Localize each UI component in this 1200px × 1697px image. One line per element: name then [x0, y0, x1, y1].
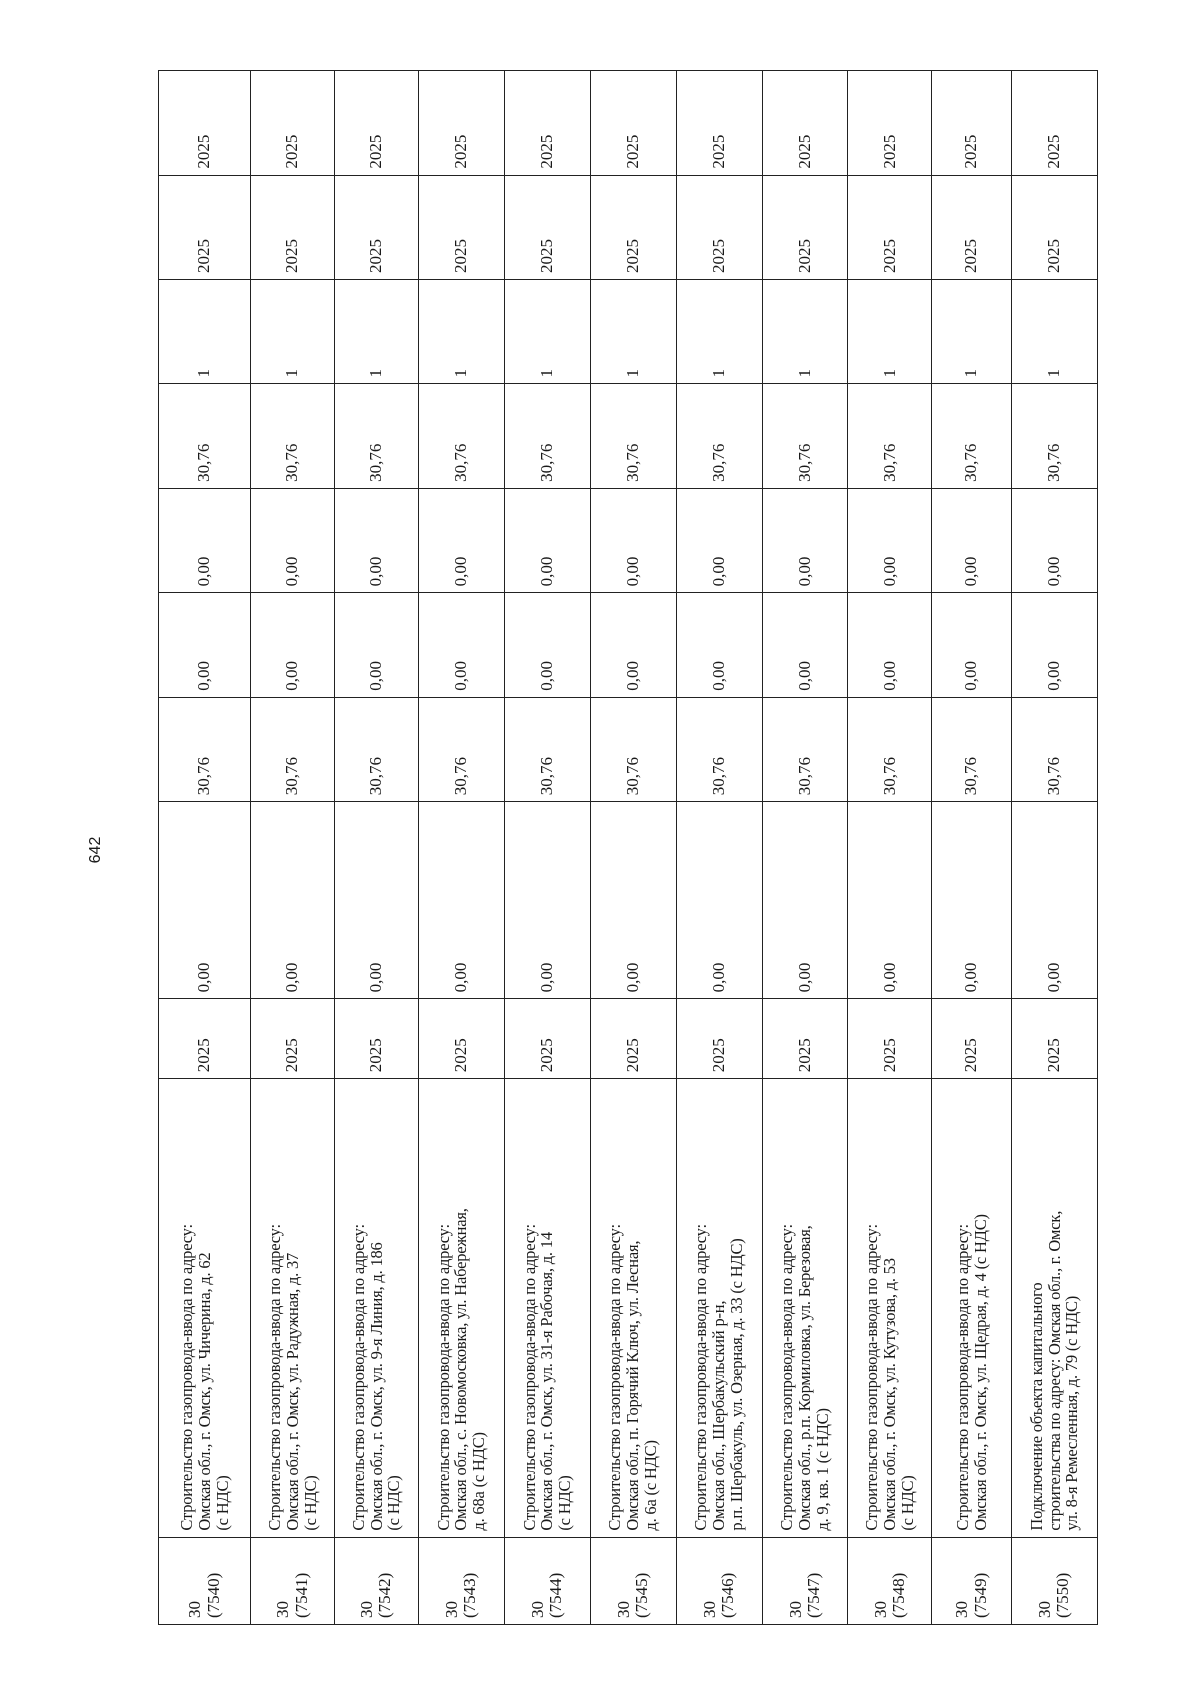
- description-line: Омская обл., г. Омск, ул. Кутузова, д. 53: [879, 1258, 899, 1531]
- cell-value-4-text: 0,00: [1044, 556, 1064, 587]
- cell-value-1-text: 0,00: [537, 962, 557, 993]
- cell-description: [251, 1079, 335, 1537]
- cell-year-start: [251, 999, 335, 1079]
- row-id: (7548): [888, 1572, 908, 1618]
- cell-year-a-text: 2025: [282, 239, 302, 273]
- cell-value-5: [848, 384, 932, 488]
- cell-quantity-text: 1: [451, 368, 471, 378]
- cell-value-5-text: 30,76: [794, 443, 814, 482]
- cell-value-5-text: 30,76: [961, 443, 981, 482]
- description-line: Омская обл., г. Омск, ул. 31-я Рабочая, д. 14: [537, 1232, 557, 1531]
- description-line: (с НДС): [300, 1475, 320, 1531]
- cell-quantity-text: 1: [879, 368, 899, 378]
- cell-value-5-text: 30,76: [282, 443, 302, 482]
- cell-value-5: [932, 384, 1012, 488]
- cell-description: [676, 1079, 762, 1537]
- row-id: (7547): [804, 1572, 824, 1618]
- cell-year-a: [335, 175, 419, 279]
- cell-description: [159, 1079, 251, 1537]
- description-line: Строительство газопровода-ввода по адресу:: [605, 1224, 625, 1531]
- cell-value-1: [762, 802, 848, 999]
- cell-year-b: [1011, 71, 1097, 176]
- cell-value-2-text: 30,76: [282, 756, 302, 796]
- cell-value-3-text: 0,00: [194, 661, 214, 691]
- cell-value-3-text: 0,00: [366, 661, 386, 691]
- cell-value-4: [1011, 488, 1097, 592]
- row-code: 30: [1035, 1601, 1055, 1618]
- cell-quantity: [418, 280, 504, 384]
- cell-value-2-text: 30,76: [537, 756, 557, 796]
- cell-value-4: [159, 488, 251, 592]
- cell-quantity-text: 1: [194, 368, 214, 378]
- cell-year-start: [762, 999, 848, 1079]
- description-line: (с НДС): [897, 1475, 917, 1531]
- cell-year-a-text: 2025: [537, 239, 557, 273]
- cell-quantity: [504, 280, 590, 384]
- cell-value-4-text: 0,00: [623, 556, 642, 587]
- cell-value-1: [335, 802, 419, 999]
- description-line: Строительство газопровода-ввода по адресу:: [348, 1224, 368, 1531]
- cell-year-b: [335, 71, 419, 176]
- cell-value-2: [590, 697, 676, 801]
- cell-year-a: [251, 175, 335, 279]
- cell-year-a-text: 2025: [961, 239, 981, 273]
- cell-year-start-text: 2025: [879, 1038, 899, 1073]
- cell-quantity-text: 1: [961, 368, 981, 378]
- cell-value-4-text: 0,00: [366, 556, 386, 587]
- cell-value-1-text: 0,00: [961, 962, 981, 993]
- cell-value-4: [848, 488, 932, 592]
- table-body: [159, 71, 1098, 1625]
- cell-year-a-text: 2025: [366, 239, 386, 273]
- cell-value-1: [590, 802, 676, 999]
- description-line: Строительство газопровода-ввода по адресу:: [433, 1224, 453, 1531]
- description-line: Омская обл., г. Омск, ул. 9-я Линия, д. 186: [366, 1242, 386, 1531]
- cell-value-3-text: 0,00: [879, 661, 899, 691]
- cell-description: [335, 1079, 419, 1537]
- description-line: Строительство газопровода-ввода по адресу:: [176, 1224, 196, 1531]
- row-id: (7546): [718, 1572, 738, 1618]
- cell-value-1-text: 0,00: [1044, 962, 1064, 993]
- cell-quantity: [676, 280, 762, 384]
- cell-year-start: [848, 999, 932, 1079]
- table-row: [590, 71, 676, 1625]
- cell-year-start-text: 2025: [537, 1038, 557, 1073]
- cell-quantity: [1011, 280, 1097, 384]
- cell-value-3-text: 0,00: [282, 661, 302, 691]
- table-row: [848, 71, 932, 1625]
- cell-value-1-text: 0,00: [879, 962, 899, 993]
- cell-code: [504, 1537, 590, 1624]
- cell-value-4-text: 0,00: [879, 556, 899, 587]
- cell-value-5-text: 30,76: [194, 443, 214, 482]
- cell-value-3: [504, 593, 590, 697]
- cell-value-5-text: 30,76: [623, 443, 642, 482]
- cell-year-b-text: 2025: [1044, 134, 1064, 169]
- cell-quantity: [251, 280, 335, 384]
- row-code: 30: [527, 1601, 547, 1618]
- description-line: Омская обл., р.п. Кормиловка, ул. Березовая,: [795, 1225, 815, 1531]
- cell-value-3: [676, 593, 762, 697]
- description-line: Строительство газопровода-ввода по адресу:: [264, 1224, 284, 1531]
- cell-value-2: [676, 697, 762, 801]
- cell-year-start: [1011, 999, 1097, 1079]
- cell-value-3: [159, 593, 251, 697]
- row-id: (7545): [632, 1572, 652, 1618]
- cell-value-2: [932, 697, 1012, 801]
- row-id: (7550): [1053, 1572, 1073, 1618]
- row-id: (7541): [291, 1572, 311, 1618]
- cell-value-2-text: 30,76: [451, 756, 471, 796]
- description-line: Омская обл., п. Горячий Ключ, ул. Лесная,: [623, 1240, 643, 1531]
- cell-year-start: [418, 999, 504, 1079]
- cell-value-1-text: 0,00: [194, 962, 214, 993]
- cell-year-a-text: 2025: [879, 239, 899, 273]
- description-line: (с НДС): [212, 1475, 232, 1531]
- cell-year-a-text: 2025: [708, 239, 728, 273]
- cell-value-2-text: 30,76: [623, 756, 642, 796]
- cell-value-4-text: 0,00: [961, 556, 981, 587]
- cell-quantity: [159, 280, 251, 384]
- row-id: (7540): [203, 1572, 223, 1618]
- cell-value-4: [676, 488, 762, 592]
- cell-quantity-text: 1: [537, 368, 557, 378]
- cell-value-4: [932, 488, 1012, 592]
- cell-value-5: [1011, 384, 1097, 488]
- row-code: 30: [441, 1601, 461, 1618]
- cell-value-2: [504, 697, 590, 801]
- table-row: [418, 71, 504, 1625]
- cell-value-4: [590, 488, 676, 592]
- cell-code: [676, 1537, 762, 1624]
- cell-value-5: [335, 384, 419, 488]
- cell-year-b-text: 2025: [366, 134, 386, 169]
- cell-value-5-text: 30,76: [879, 443, 899, 482]
- cell-value-2: [848, 697, 932, 801]
- cell-year-b: [676, 71, 762, 176]
- cell-year-a: [159, 175, 251, 279]
- cell-year-start-text: 2025: [1044, 1038, 1064, 1073]
- cell-value-1: [418, 802, 504, 999]
- cell-value-4-text: 0,00: [451, 556, 471, 587]
- cell-value-3-text: 0,00: [794, 661, 814, 691]
- cell-value-4: [251, 488, 335, 592]
- cell-value-4-text: 0,00: [194, 556, 214, 587]
- cell-value-4-text: 0,00: [794, 556, 814, 587]
- cell-year-b: [932, 71, 1012, 176]
- cell-quantity: [762, 280, 848, 384]
- cell-year-start-text: 2025: [708, 1038, 728, 1073]
- cell-description: [932, 1079, 1012, 1537]
- row-code: 30: [357, 1601, 377, 1618]
- cell-value-1-text: 0,00: [623, 962, 642, 993]
- cell-value-2: [1011, 697, 1097, 801]
- description-line: д. 68а (с НДС): [469, 1432, 489, 1531]
- cell-value-1-text: 0,00: [366, 962, 386, 993]
- cell-year-b: [251, 71, 335, 176]
- cell-value-5-text: 30,76: [1044, 443, 1064, 482]
- cell-code: [418, 1537, 504, 1624]
- cell-description: [418, 1079, 504, 1537]
- cell-year-a: [590, 175, 676, 279]
- cell-year-start-text: 2025: [451, 1038, 471, 1073]
- description-line: Омская обл., Шербакульский р-н,: [709, 1300, 729, 1531]
- cell-value-5: [676, 384, 762, 488]
- cell-year-b-text: 2025: [961, 134, 981, 169]
- row-code: 30: [699, 1601, 719, 1618]
- cell-value-4: [504, 488, 590, 592]
- cell-value-2: [251, 697, 335, 801]
- cell-quantity-text: 1: [366, 368, 386, 378]
- cell-year-b-text: 2025: [794, 134, 814, 169]
- cell-year-b: [159, 71, 251, 176]
- cell-year-b-text: 2025: [537, 134, 557, 169]
- row-code: 30: [785, 1601, 805, 1618]
- cell-year-start: [590, 999, 676, 1079]
- cell-value-2: [159, 697, 251, 801]
- description-line: Строительство газопровода-ввода по адресу:: [862, 1224, 882, 1531]
- description-line: Строительство газопровода-ввода по адресу:: [519, 1224, 539, 1531]
- cell-description: [590, 1079, 676, 1537]
- cell-value-2: [762, 697, 848, 801]
- cell-quantity: [848, 280, 932, 384]
- cell-year-b: [590, 71, 676, 176]
- cell-year-start-text: 2025: [961, 1038, 981, 1073]
- description-line: Омская обл., г. Омск, ул. Щедрая, д. 4 (с НДС): [970, 1214, 990, 1531]
- cell-year-a-text: 2025: [1044, 239, 1064, 273]
- cell-value-5: [590, 384, 676, 488]
- cell-code: [159, 1537, 251, 1624]
- cell-year-start: [335, 999, 419, 1079]
- cell-year-b-text: 2025: [282, 134, 302, 169]
- cell-value-3-text: 0,00: [1044, 661, 1064, 691]
- cell-quantity-text: 1: [794, 368, 814, 378]
- table-row: [159, 71, 251, 1625]
- cell-value-2-text: 30,76: [961, 756, 981, 796]
- cell-value-5: [251, 384, 335, 488]
- description-line: Омская обл., г. Омск, ул. Чичерина, д. 62: [194, 1252, 214, 1531]
- cell-year-b: [504, 71, 590, 176]
- cell-value-1: [1011, 802, 1097, 999]
- description-line: (с НДС): [555, 1475, 575, 1531]
- cell-year-a-text: 2025: [794, 239, 814, 273]
- row-code: 30: [870, 1601, 890, 1618]
- cell-value-3-text: 0,00: [708, 661, 728, 691]
- cell-value-3: [848, 593, 932, 697]
- cell-year-a: [848, 175, 932, 279]
- row-id: (7549): [970, 1572, 990, 1618]
- cell-quantity-text: 1: [282, 368, 302, 378]
- cell-value-5: [418, 384, 504, 488]
- table-row: [676, 71, 762, 1625]
- cell-value-3: [1011, 593, 1097, 697]
- cell-value-3: [251, 593, 335, 697]
- cell-year-b-text: 2025: [623, 134, 642, 169]
- cell-year-b: [762, 71, 848, 176]
- cell-code: [1011, 1537, 1097, 1624]
- cell-value-3: [762, 593, 848, 697]
- cell-code: [335, 1537, 419, 1624]
- cell-year-a-text: 2025: [194, 239, 214, 273]
- row-id: (7542): [375, 1572, 395, 1618]
- row-code: 30: [273, 1601, 293, 1618]
- cell-value-4-text: 0,00: [537, 556, 557, 587]
- description-line: р.п. Шербакуль, ул. Озерная, д. 33 (с НДС): [727, 1238, 746, 1531]
- cell-quantity-text: 1: [1044, 368, 1064, 378]
- cell-value-1: [848, 802, 932, 999]
- cell-code: [762, 1537, 848, 1624]
- cell-quantity: [335, 280, 419, 384]
- cell-value-3-text: 0,00: [451, 661, 471, 691]
- cell-year-b-text: 2025: [194, 134, 214, 169]
- cell-value-1: [932, 802, 1012, 999]
- cell-description: [848, 1079, 932, 1537]
- cell-value-3-text: 0,00: [537, 661, 557, 691]
- cell-value-3: [932, 593, 1012, 697]
- cell-year-start: [159, 999, 251, 1079]
- cell-value-5-text: 30,76: [366, 443, 386, 482]
- cell-quantity: [590, 280, 676, 384]
- description-line: Строительство газопровода-ввода по адресу:: [777, 1224, 797, 1531]
- cell-year-a: [504, 175, 590, 279]
- row-id: (7543): [460, 1572, 480, 1618]
- table-row: [1011, 71, 1097, 1625]
- cell-code: [848, 1537, 932, 1624]
- cell-year-b-text: 2025: [879, 134, 899, 169]
- description-line: Строительство газопровода-ввода по адресу:: [691, 1224, 711, 1531]
- cell-value-2-text: 30,76: [794, 756, 814, 796]
- description-line: (с НДС): [384, 1475, 404, 1531]
- cell-value-5-text: 30,76: [708, 443, 728, 482]
- page-number-text: 642: [87, 836, 104, 864]
- cell-value-4: [418, 488, 504, 592]
- cell-value-3: [590, 593, 676, 697]
- table-row: [251, 71, 335, 1625]
- cell-value-1-text: 0,00: [282, 962, 302, 993]
- cell-year-b: [848, 71, 932, 176]
- row-code: 30: [613, 1601, 633, 1618]
- cell-value-2: [418, 697, 504, 801]
- cell-year-start-text: 2025: [794, 1038, 814, 1073]
- cell-year-start-text: 2025: [282, 1038, 302, 1073]
- cell-year-b: [418, 71, 504, 176]
- cell-year-start: [504, 999, 590, 1079]
- cell-code: [590, 1537, 676, 1624]
- cell-description: [504, 1079, 590, 1537]
- table-row: [762, 71, 848, 1625]
- cell-year-a-text: 2025: [451, 239, 471, 273]
- cell-value-2-text: 30,76: [194, 756, 214, 796]
- table-row: [504, 71, 590, 1625]
- cell-year-a-text: 2025: [623, 239, 642, 273]
- cell-year-start-text: 2025: [623, 1038, 642, 1073]
- cell-quantity: [932, 280, 1012, 384]
- cell-value-1: [251, 802, 335, 999]
- cell-description: [1011, 1079, 1097, 1537]
- cell-value-3-text: 0,00: [623, 661, 642, 691]
- description-line: Подключение объекта капитального: [1026, 1282, 1046, 1531]
- row-code: 30: [185, 1601, 205, 1618]
- cell-value-2-text: 30,76: [1044, 756, 1064, 796]
- cell-year-a: [418, 175, 504, 279]
- cell-value-4-text: 0,00: [282, 556, 302, 587]
- description-line: д. 9, кв. 1 (с НДС): [812, 1408, 832, 1531]
- table-row: [932, 71, 1012, 1625]
- cell-value-4: [762, 488, 848, 592]
- cell-value-1: [159, 802, 251, 999]
- description-line: ул. 8-я Ремесленная, д. 79 (с НДС): [1062, 1295, 1082, 1531]
- cell-year-b-text: 2025: [451, 134, 471, 169]
- cell-value-4-text: 0,00: [708, 556, 728, 587]
- cell-year-start-text: 2025: [194, 1038, 214, 1073]
- row-code: 30: [952, 1601, 972, 1618]
- cell-value-5: [159, 384, 251, 488]
- cell-value-5-text: 30,76: [537, 443, 557, 482]
- cell-quantity-text: 1: [623, 368, 642, 378]
- cell-value-5: [762, 384, 848, 488]
- cell-year-b-text: 2025: [708, 134, 728, 169]
- cell-year-a: [1011, 175, 1097, 279]
- cell-year-start: [932, 999, 1012, 1079]
- cell-value-2-text: 30,76: [708, 756, 728, 796]
- row-id: (7544): [546, 1572, 566, 1618]
- cell-year-a: [762, 175, 848, 279]
- cell-value-1-text: 0,00: [708, 962, 728, 993]
- cell-year-start-text: 2025: [366, 1038, 386, 1073]
- cell-year-a: [932, 175, 1012, 279]
- cell-value-1: [504, 802, 590, 999]
- cell-value-1-text: 0,00: [794, 962, 814, 993]
- cell-code: [932, 1537, 1012, 1624]
- description-line: д. 6а (с НДС): [641, 1440, 661, 1531]
- cell-value-1-text: 0,00: [451, 962, 471, 993]
- cell-value-2-text: 30,76: [879, 756, 899, 796]
- table-row: [335, 71, 419, 1625]
- cell-year-a: [676, 175, 762, 279]
- cell-value-2-text: 30,76: [366, 756, 386, 796]
- description-line: Строительство газопровода-ввода по адресу:: [952, 1224, 972, 1531]
- cell-value-3: [418, 593, 504, 697]
- cell-value-3-text: 0,00: [961, 661, 981, 691]
- description-line: Омская обл., г. Омск, ул. Радужная, д. 37: [282, 1252, 302, 1531]
- investment-program-table: [158, 70, 1098, 1625]
- cell-value-5: [504, 384, 590, 488]
- description-line: Омская обл., с. Новомосковка, ул. Набережная,: [451, 1208, 471, 1531]
- cell-value-3: [335, 593, 419, 697]
- description-line: строительства по адресу: Омская обл., г. Омск,: [1044, 1210, 1064, 1531]
- cell-value-4: [335, 488, 419, 592]
- cell-description: [762, 1079, 848, 1537]
- cell-code: [251, 1537, 335, 1624]
- cell-value-5-text: 30,76: [451, 443, 471, 482]
- cell-value-2: [335, 697, 419, 801]
- rotated-table-container: [158, 70, 1098, 1625]
- cell-year-start: [676, 999, 762, 1079]
- cell-value-1: [676, 802, 762, 999]
- cell-quantity-text: 1: [708, 368, 728, 378]
